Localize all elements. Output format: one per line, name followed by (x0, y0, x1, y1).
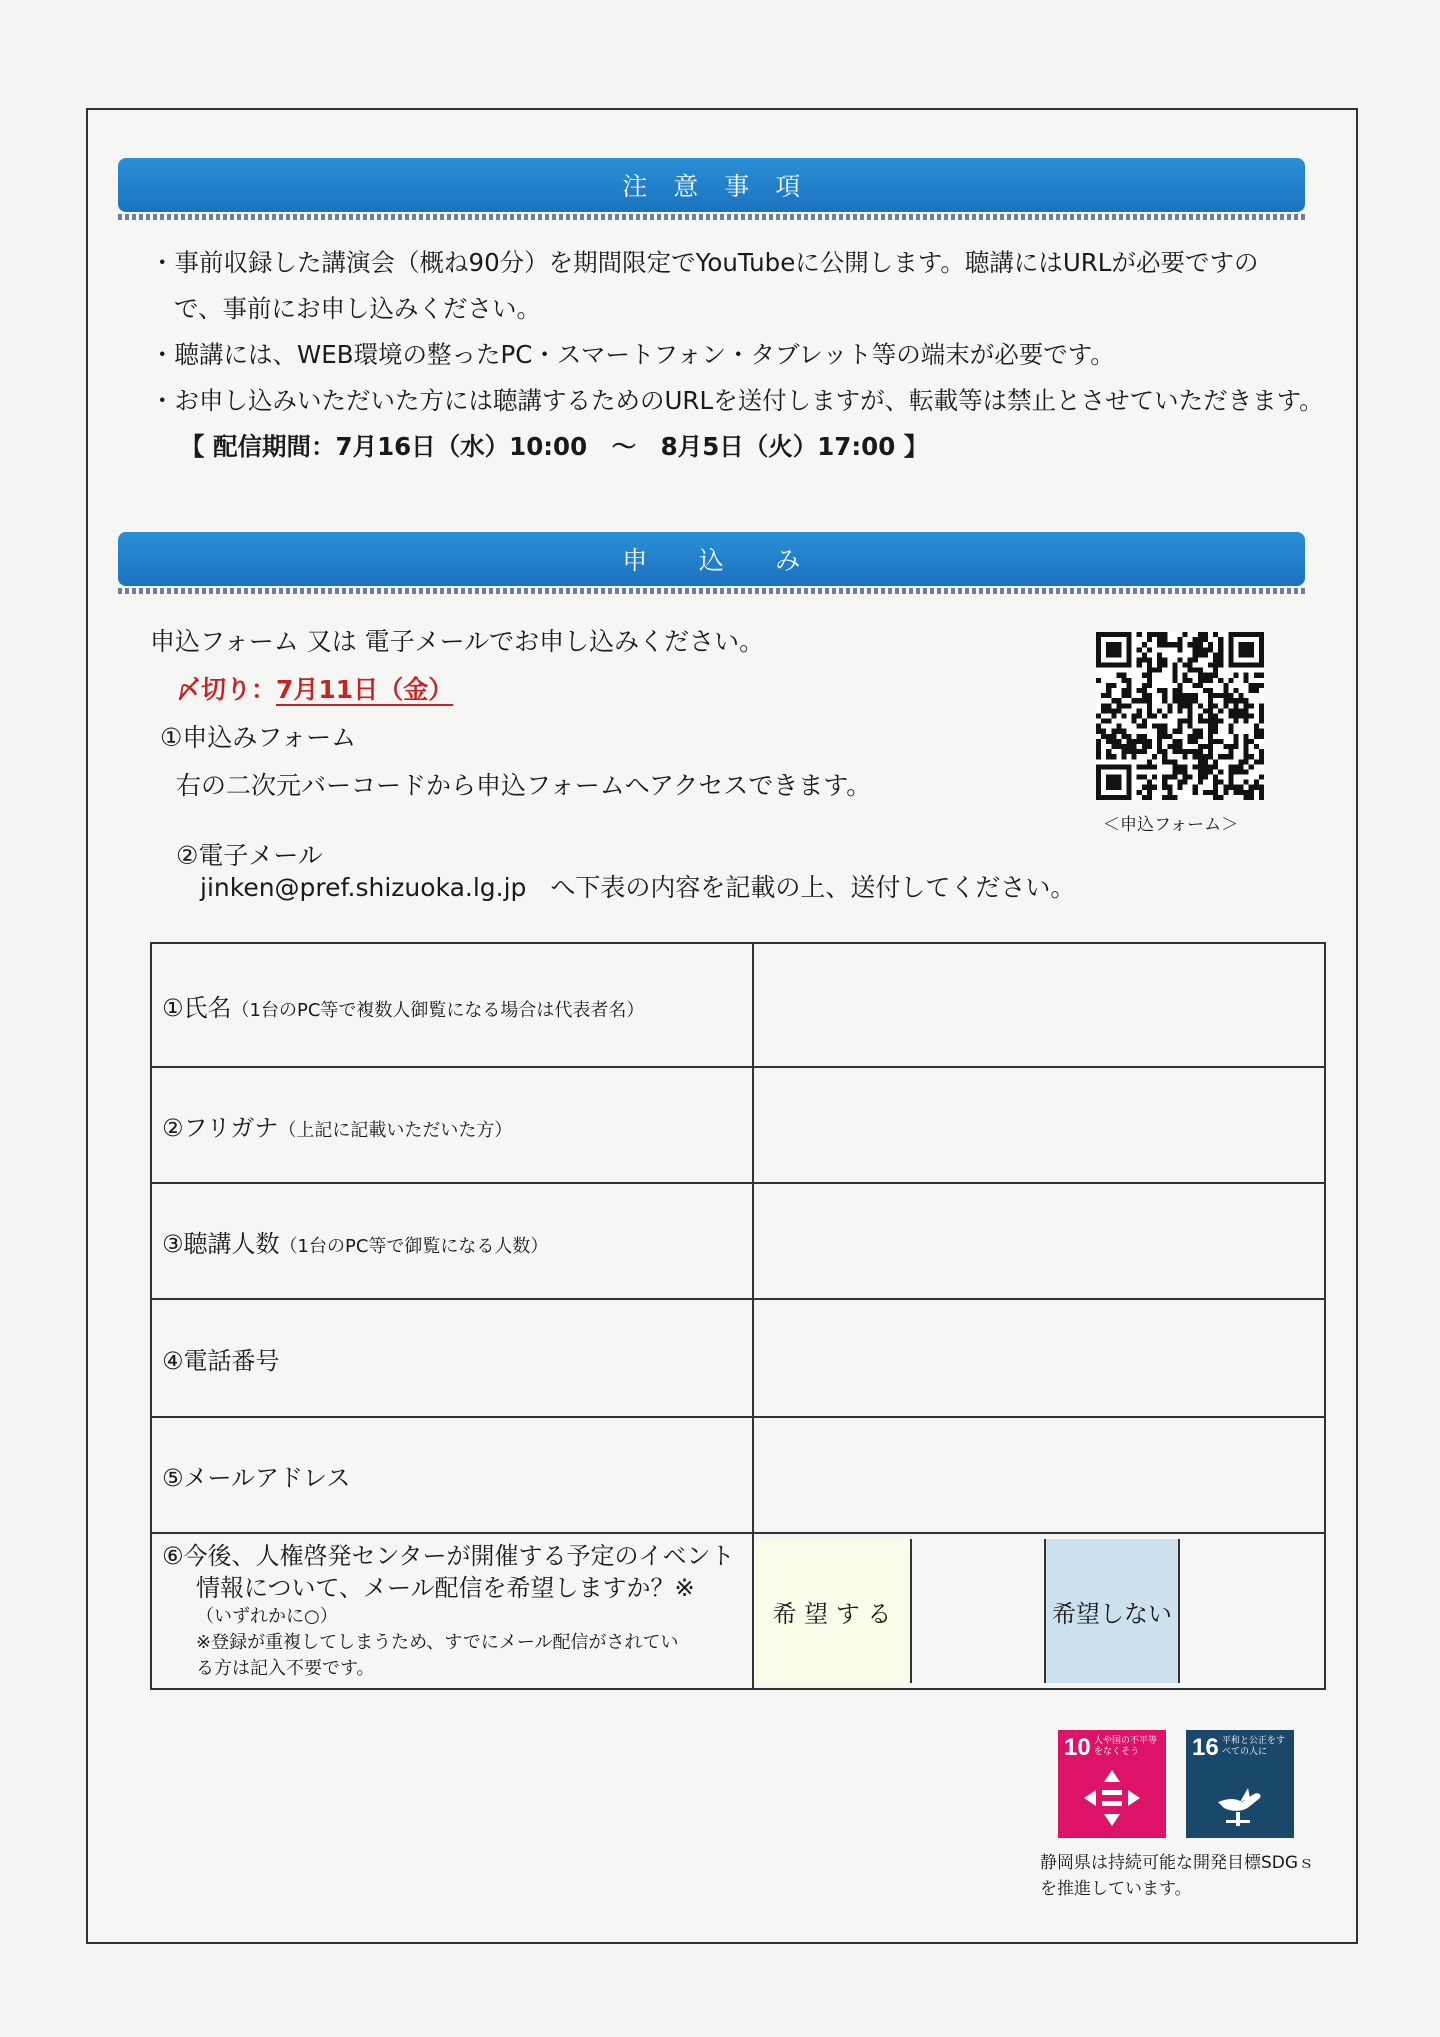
qr-caption: ＜申込フォーム＞ (1103, 815, 1239, 835)
table-row (151, 1067, 1325, 1183)
newsletter-note-line1: ※登録が重複してしまうため、すでにメール配信がされてい (196, 1632, 679, 1653)
row-label-name (151, 943, 753, 1067)
notice-bullet: ・お申し込みいただいた方には聴講するためのURLを送付しますが、転載等は禁止とさせていただきます。 (150, 386, 1324, 415)
newsletter-question-line2: 情報について、メール配信を希望しますか？※ (196, 1574, 695, 1602)
attendees-note: （1台のPC等で御覧になる人数） (279, 1235, 549, 1257)
deadline (176, 670, 453, 706)
sdg-caption (1040, 1850, 1350, 1902)
name-note: （1台のPC等で複数人御覧になる場合は代表者名） (231, 999, 645, 1021)
sdg-goal-16-number: 16 (1192, 1734, 1219, 1761)
table-row (151, 1417, 1325, 1533)
notice-title: 注 意 事 項 (622, 172, 801, 201)
attendees-label: ③聴講人数 (162, 1229, 280, 1258)
furigana-note: （上記に記載いただいた方） (278, 1119, 513, 1141)
application-form-table (150, 942, 1326, 1690)
deadline-date: 7月11日（金） (276, 675, 454, 704)
newsletter-option-row (754, 1539, 1324, 1683)
email-link[interactable]: jinken@pref.shizuoka.lg.jp (200, 873, 527, 902)
deadline-label: 〆切り： (176, 675, 277, 704)
sdg-goal-10-icon (1058, 1730, 1166, 1838)
dove-icon (1210, 1768, 1270, 1828)
row-label-furigana (151, 1067, 753, 1183)
attendees-field[interactable] (753, 1183, 1325, 1299)
qr-code[interactable] (1096, 632, 1264, 800)
sdg-goal-10-number: 10 (1064, 1734, 1091, 1761)
table-row (151, 1299, 1325, 1417)
row-label-newsletter (151, 1533, 753, 1689)
table-row (151, 1183, 1325, 1299)
email-line (200, 868, 1075, 904)
distribution-period: 【 配信期間：7月16日（水）10:00 ～ 8月5日（火）17:00 】 (180, 432, 929, 461)
table-row (151, 1533, 1325, 1689)
row-label-email (151, 1417, 753, 1533)
row-label-phone (151, 1299, 753, 1417)
notice-header-underline (118, 214, 1305, 220)
email-description: へ下表の内容を記載の上、送付してください。 (550, 873, 1076, 902)
application-header-underline (118, 588, 1305, 594)
newsletter-note-line2: る方は記入不要です。 (196, 1658, 375, 1679)
option-yes-mark[interactable] (912, 1539, 1046, 1683)
notice-bullet: ・事前収録した講演会（概ね90分）を期間限定でYouTubeに公開します。聴講にはURLが必要ですの (150, 248, 1259, 277)
row-label-attendees (151, 1183, 753, 1299)
email-heading: ②電子メール (176, 841, 323, 870)
sdg-goal-16-title: 平和と公正をすべての人に (1222, 1736, 1286, 1757)
option-no-mark[interactable] (1180, 1539, 1324, 1683)
phone-label: ④電話番号 (162, 1346, 280, 1375)
email-address-label: ⑤メールアドレス (162, 1463, 351, 1492)
notice-header (118, 158, 1305, 212)
sdg-goal-10-title: 人や国の不平等をなくそう (1094, 1736, 1158, 1757)
application-intro: 申込フォーム 又は 電子メールでお申し込みください。 (150, 627, 765, 656)
sdg-goal-16-icon (1186, 1730, 1294, 1838)
application-header (118, 532, 1305, 586)
notice-bullet: ・聴講には、WEB環境の整ったPC・スマートフォン・タブレット等の端末が必要です。 (150, 340, 1115, 369)
newsletter-hint: （いずれかに○） (196, 1606, 338, 1627)
email-address-field[interactable] (753, 1417, 1325, 1533)
phone-field[interactable] (753, 1299, 1325, 1417)
application-title: 申 込 み (622, 546, 801, 575)
form-heading: ①申込みフォーム (160, 723, 357, 752)
qr-code-image (1096, 632, 1264, 800)
sdg-caption-line2: を推進しています。 (1040, 1879, 1192, 1899)
table-row (151, 943, 1325, 1067)
equality-icon (1082, 1768, 1142, 1828)
furigana-label: ②フリガナ (162, 1113, 279, 1142)
notice-list (150, 240, 1324, 470)
option-yes-label: 希 望 す る (754, 1539, 912, 1683)
newsletter-question-line1: ⑥今後、人権啓発センターが開催する予定のイベント (162, 1542, 735, 1570)
name-label: ①氏名 (162, 993, 232, 1022)
notice-bullet-continued: で、事前にお申し込みください。 (174, 294, 542, 323)
form-description: 右の二次元バーコードから申込フォームへアクセスできます。 (176, 771, 872, 800)
name-field[interactable] (753, 943, 1325, 1067)
furigana-field[interactable] (753, 1067, 1325, 1183)
newsletter-options (753, 1533, 1325, 1689)
sdg-caption-line1: 静岡県は持続可能な開発目標SDGｓ (1040, 1853, 1316, 1873)
option-no-label: 希望しない (1046, 1539, 1180, 1683)
